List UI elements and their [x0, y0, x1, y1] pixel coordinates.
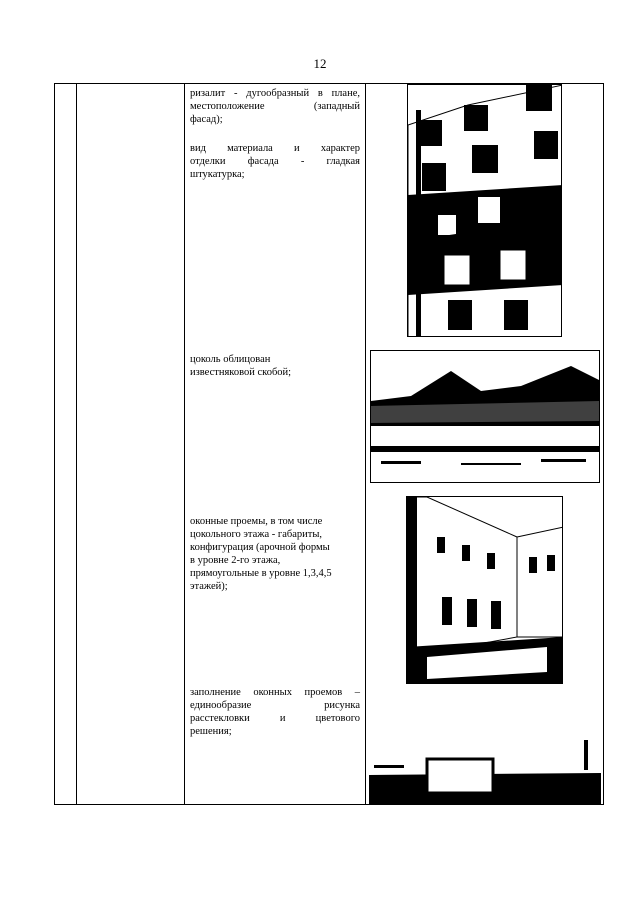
text-line: местоположение (западный: [190, 101, 360, 112]
courtyard-photo-graphic: [407, 497, 563, 684]
text-line: цоколь облицован: [190, 354, 271, 365]
text-plinth: [190, 353, 360, 379]
text-line: в уровне 2-го этажа,: [190, 555, 281, 566]
window-photo-graphic: [369, 735, 601, 805]
facade-photo: [407, 84, 562, 337]
text-line: оконные проемы, в том числе: [190, 516, 323, 527]
text-risalit: [190, 87, 360, 126]
text-line: фасад);: [190, 114, 223, 125]
text-line: вид материала и характер: [190, 143, 360, 154]
text-line: расстекловки и цветового: [190, 713, 360, 724]
plinth-photo-graphic: [371, 351, 600, 483]
text-line: отделки фасада - гладкая: [190, 156, 360, 167]
text-line: прямоугольные в уровне 1,3,4,5: [190, 568, 332, 579]
plinth-photo: [370, 350, 600, 483]
text-facade-finish: [190, 142, 360, 181]
text-line: цокольного этажа - габариты,: [190, 529, 323, 540]
text-line: этажей);: [190, 581, 228, 592]
text-line: решения;: [190, 726, 232, 737]
page-number: 12: [313, 56, 327, 71]
text-line: единообразие рисунка: [190, 700, 360, 711]
window-photo: [369, 735, 601, 805]
text-line: известняковой скобой;: [190, 367, 292, 378]
column-divider-2: [184, 83, 185, 805]
text-line: конфигурация (арочной формы: [190, 542, 330, 553]
text-line: ризалит - дугообразный в плане,: [190, 88, 360, 99]
text-line: заполнение оконных проемов –: [190, 687, 360, 698]
text-window-openings: [190, 515, 360, 593]
text-line: штукатурка;: [190, 169, 245, 180]
column-divider-3: [365, 83, 366, 805]
facade-photo-graphic: [408, 85, 562, 337]
text-window-filling: [190, 686, 360, 738]
courtyard-photo: [406, 496, 563, 684]
column-divider-1: [76, 83, 77, 805]
